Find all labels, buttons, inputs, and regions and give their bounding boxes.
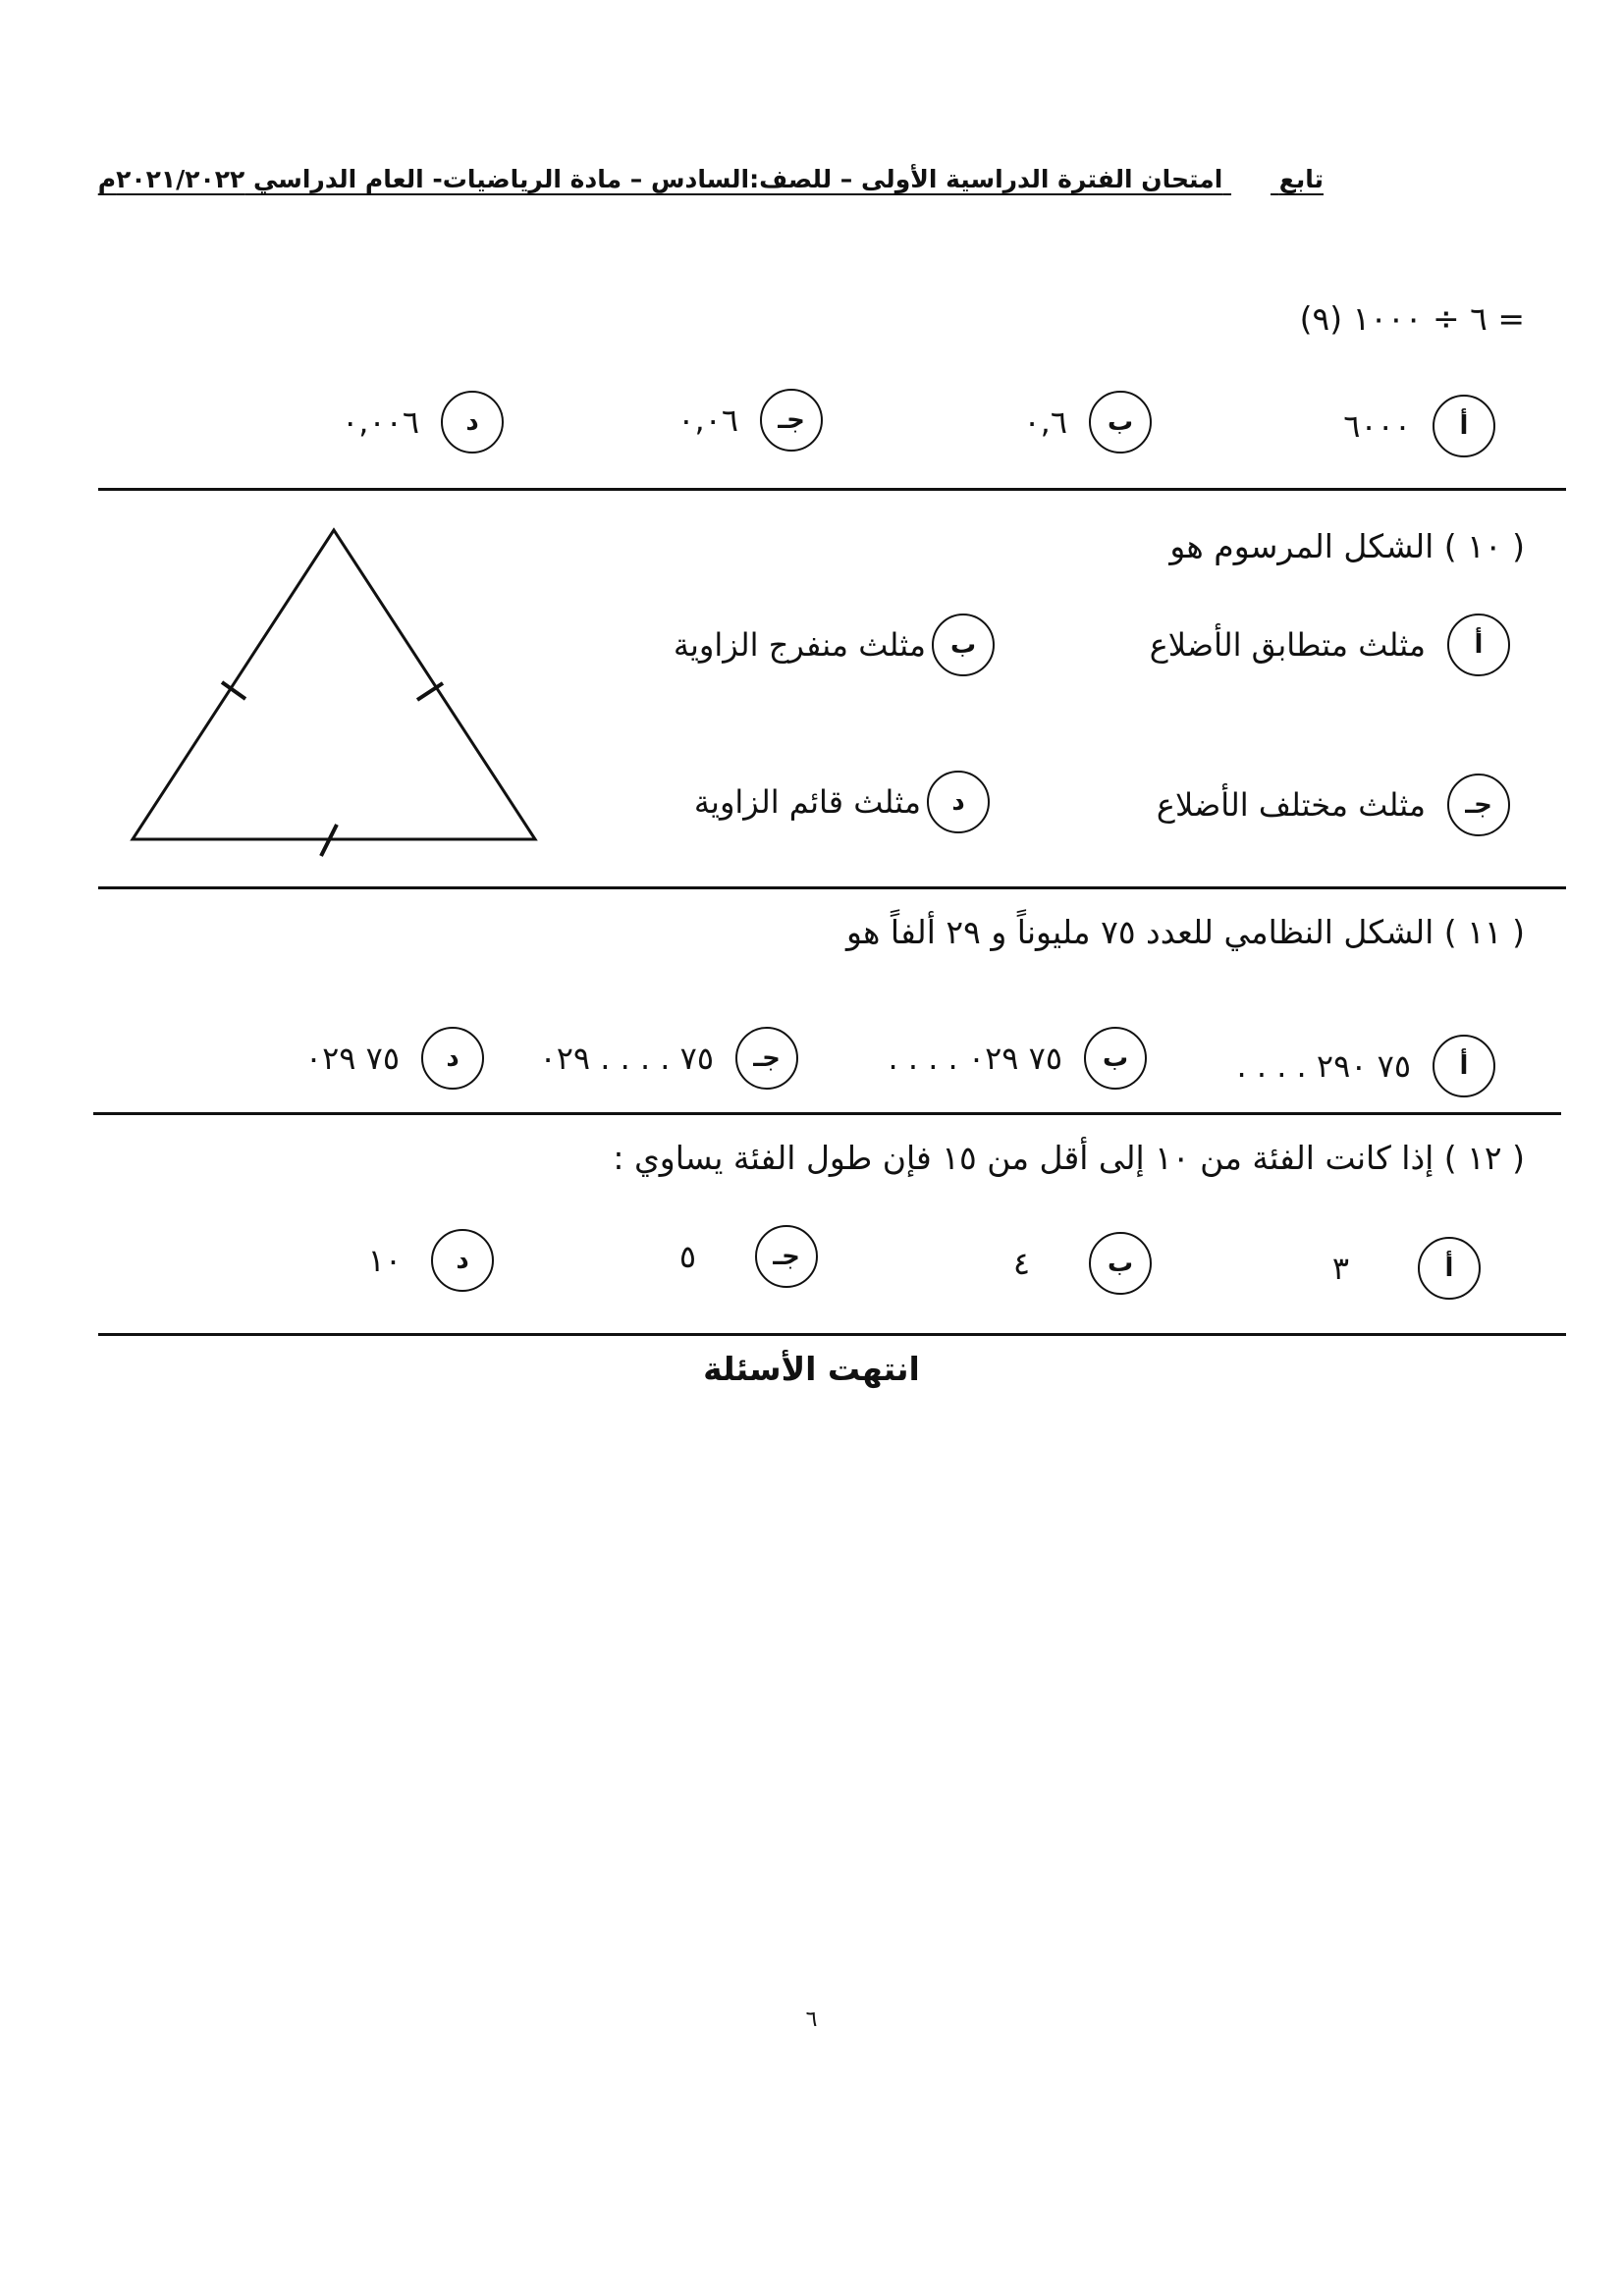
option-letter-circle: ب — [932, 614, 995, 676]
option-value: ٠,٦ — [1023, 403, 1067, 441]
end-of-questions: انتهت الأسئلة — [703, 1350, 920, 1388]
divider — [98, 1333, 1566, 1336]
option-value: ٠,٠٦ — [677, 401, 738, 439]
option-letter-circle: أ — [1433, 1035, 1495, 1097]
q12-option-b[interactable] — [1013, 1232, 1152, 1295]
divider — [93, 1112, 1561, 1115]
option-value: ٧٥ ٠٢٩ — [304, 1040, 400, 1077]
option-value: مثلث متطابق الأضلاع — [1149, 626, 1426, 664]
option-letter-circle: د — [927, 771, 990, 833]
option-value: ١٠ — [367, 1242, 402, 1279]
option-letter-circle: د — [441, 391, 504, 454]
q12-option-c[interactable] — [679, 1225, 818, 1288]
q11-option-d[interactable] — [305, 1027, 484, 1090]
q11-option-c[interactable] — [540, 1027, 798, 1090]
q9-option-a[interactable] — [1343, 395, 1495, 457]
q12-option-a[interactable] — [1332, 1237, 1481, 1300]
option-value: ٧٥ ٢٩٠ . . . . — [1236, 1047, 1411, 1085]
option-value: ٧٥ . . . . ٠٢٩ — [539, 1040, 714, 1077]
option-letter-circle: د — [421, 1027, 484, 1090]
option-value: مثلث مختلف الأضلاع — [1156, 786, 1426, 824]
q10-option-c[interactable] — [1157, 774, 1510, 836]
q9-option-d[interactable] — [342, 391, 504, 454]
q10-option-a[interactable] — [1150, 614, 1510, 676]
q12-option-d[interactable] — [368, 1229, 494, 1292]
option-value: ٤ — [1012, 1245, 1030, 1282]
option-letter-circle: أ — [1447, 614, 1510, 676]
option-letter-circle: أ — [1418, 1237, 1481, 1300]
option-letter-circle: جـ — [755, 1225, 818, 1288]
option-value: مثلث منفرج الزاوية — [673, 626, 926, 664]
option-letter-circle: أ — [1433, 395, 1495, 457]
divider — [98, 886, 1566, 889]
q10-option-d[interactable] — [694, 771, 990, 833]
option-letter-circle: ب — [1084, 1027, 1147, 1090]
equilateral-triangle-figure — [123, 520, 555, 864]
option-value: ٦٠٠٠ — [1343, 407, 1411, 445]
header-title: امتحان الفترة الدراسية الأولى – للصف:السادس – مادة الرياضيات- العام الدراسي ٢٠٢١/٢٠٢٢م — [97, 165, 1223, 193]
option-value: ٧٥ ٠٢٩ . . . . — [888, 1040, 1062, 1077]
header-continued: تابع — [1278, 165, 1324, 193]
q10-option-b[interactable] — [674, 614, 995, 676]
option-letter-circle: جـ — [1447, 774, 1510, 836]
option-value: مثلث قائم الزاوية — [693, 783, 921, 821]
q9-option-c[interactable] — [677, 389, 823, 452]
option-letter-circle: ب — [1089, 1232, 1152, 1295]
q11-option-a[interactable] — [1237, 1035, 1495, 1097]
option-letter-circle: جـ — [735, 1027, 798, 1090]
divider — [98, 488, 1566, 491]
option-letter-circle: ب — [1089, 391, 1152, 454]
page-number: ٦ — [805, 2007, 818, 2032]
option-letter-circle: د — [431, 1229, 494, 1292]
triangle-shape — [133, 530, 535, 839]
question-9-prompt: (٩) ٦ ÷ ١٠٠٠ = — [1299, 299, 1525, 338]
option-value: ٥ — [678, 1238, 696, 1275]
option-letter-circle: جـ — [760, 389, 823, 452]
question-12-prompt: ( ١٢ ) إذا كانت الفئة من ١٠ إلى أقل من ١٥ فإن طول الفئة يساوي : — [613, 1139, 1525, 1177]
option-value: ٣ — [1331, 1250, 1349, 1287]
question-10-prompt: ( ١٠ ) الشكل المرسوم هو — [1169, 527, 1525, 565]
exam-header — [98, 165, 1324, 193]
question-11-prompt: ( ١١ ) الشكل النظامي للعدد ٧٥ مليوناً و ٢٩ ألفاً هو — [845, 913, 1525, 951]
option-value: ٠,٠٠٦ — [342, 403, 419, 441]
q11-option-b[interactable] — [889, 1027, 1147, 1090]
q9-option-b[interactable] — [1023, 391, 1152, 454]
